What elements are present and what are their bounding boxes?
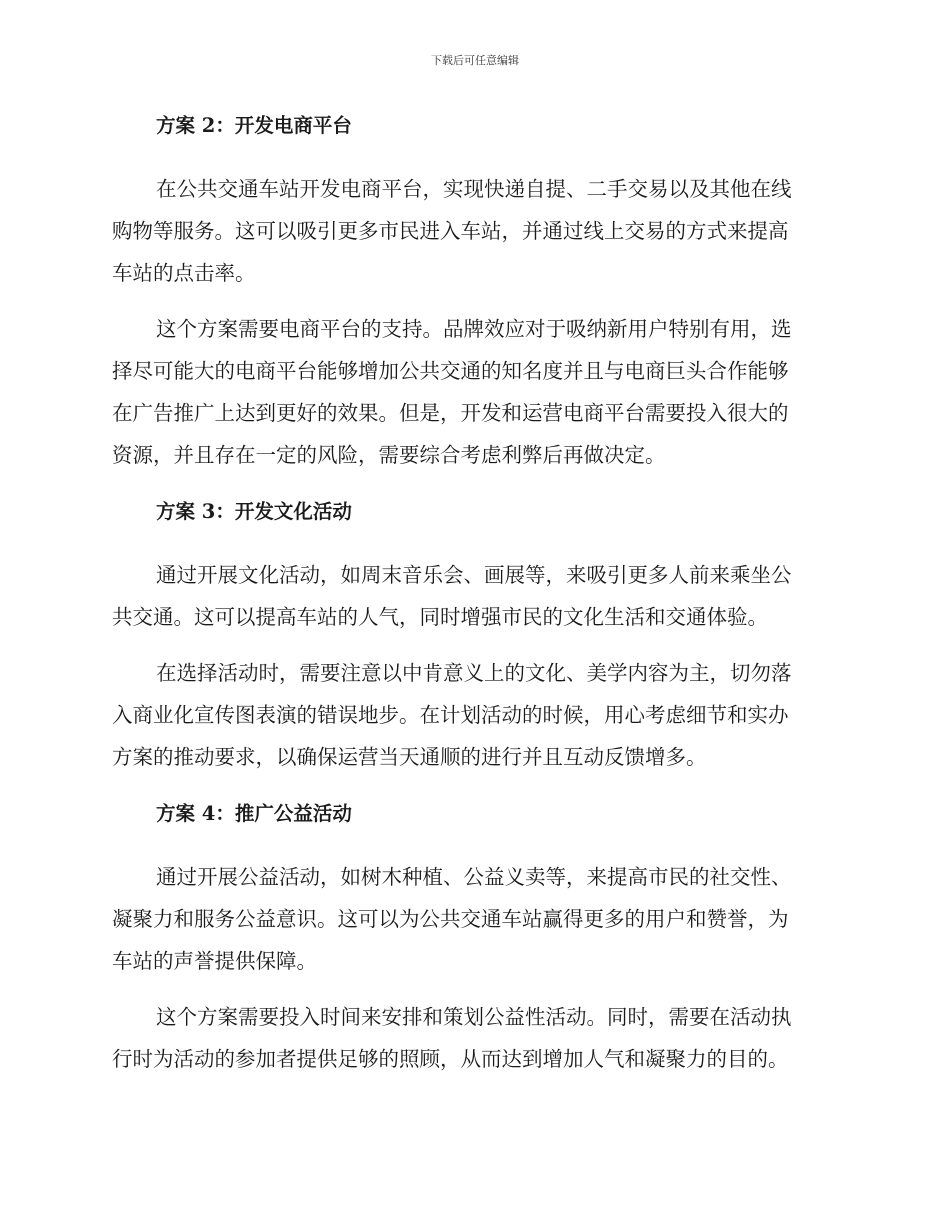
section-heading-plan-4: 方案 4：推广公益活动 [156,802,352,825]
text-line: 在公共交通车站开发电商平台，实现快递自提、二手交易以及其他在线 [156,177,792,201]
text-line: 行时为活动的参加者提供足够的照顾，从而达到增加人气和凝聚力的目的。 [112,1047,789,1071]
page-header-note: 下载后可任意编辑 [431,54,519,67]
text-line: 通过开展公益活动，如树木种植、公益义卖等，来提高市民的社交性、 [156,865,792,889]
text-line: 在广告推广上达到更好的效果。但是，开发和运营电商平台需要投入很大的 [112,401,789,425]
text-line: 车站的点击率。 [112,261,256,285]
paragraph-plan-4-1 [112,856,834,982]
paragraph-plan-2-2 [112,308,834,476]
paragraph-plan-3-1 [112,554,834,638]
text-line: 方案的推动要求，以确保运营当天通顺的进行并且互动反馈增多。 [112,745,707,769]
paragraph-plan-4-2 [112,996,834,1080]
text-line: 在选择活动时，需要注意以中肯意义上的文化、美学内容为主，切勿落 [156,661,792,685]
text-line: 择尽可能大的电商平台能够增加公共交通的知名度并且与电商巨头合作能够 [112,359,789,383]
text-line: 通过开展文化活动，如周末音乐会、画展等，来吸引更多人前来乘坐公 [156,563,792,587]
text-line: 入商业化宣传图表演的错误地步。在计划活动的时候，用心考虑细节和实办 [112,703,789,727]
text-line: 购物等服务。这可以吸引更多市民进入车站，并通过线上交易的方式来提高 [112,219,789,243]
text-line: 这个方案需要电商平台的支持。品牌效应对于吸纳新用户特别有用，选 [156,317,792,341]
text-line: 车站的声誉提供保障。 [112,949,317,973]
text-line: 共交通。这可以提高车站的人气，同时增强市民的文化生活和交通体验。 [112,605,768,629]
paragraph-plan-2-1 [112,168,834,294]
text-line: 这个方案需要投入时间来安排和策划公益性活动。同时，需要在活动执 [156,1005,792,1029]
paragraph-plan-3-2 [112,652,834,778]
document-body [112,112,834,1080]
text-line: 资源，并且存在一定的风险，需要综合考虑利弊后再做决定。 [112,443,666,467]
section-heading-plan-3: 方案 3：开发文化活动 [156,500,352,523]
section-heading-plan-2: 方案 2：开发电商平台 [156,114,352,137]
text-line: 凝聚力和服务公益意识。这可以为公共交通车站赢得更多的用户和赞誉，为 [112,907,789,931]
